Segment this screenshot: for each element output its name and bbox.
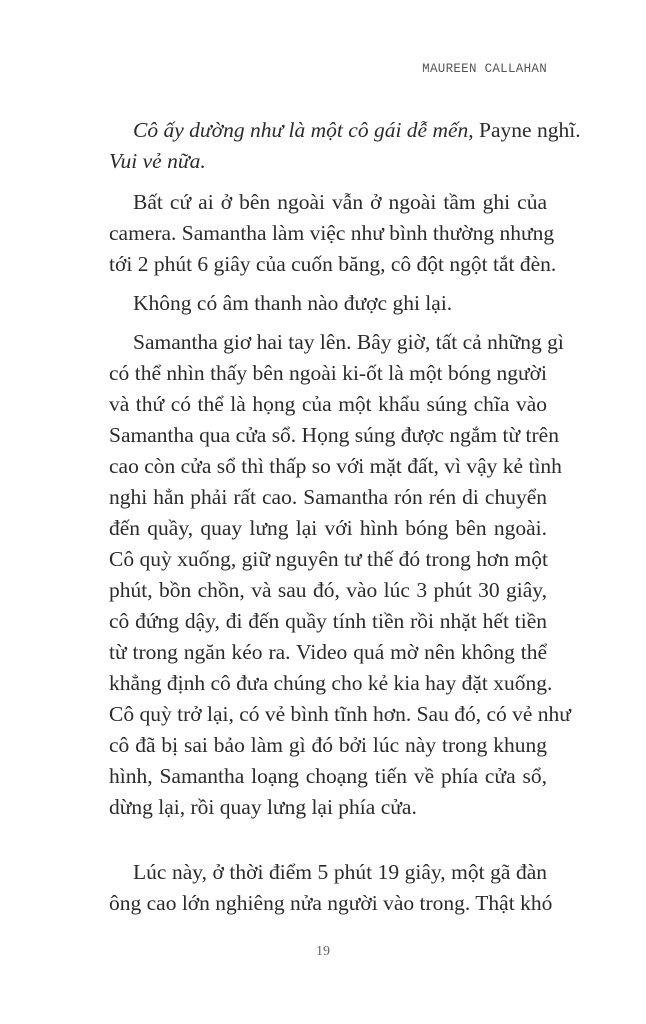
- page-number: 19: [316, 944, 330, 959]
- text-line: ông cao lớn nghiêng nửa người vào trong. Thật khó: [109, 891, 553, 915]
- text-line: Không có âm thanh nào được ghi lại.: [133, 291, 453, 315]
- text-line: có thể nhìn thấy bên ngoài ki-ốt là một bóng người: [109, 361, 547, 385]
- text-line: cao còn cửa sổ thì thấp so với mặt đất, vì vậy kẻ tình: [109, 454, 562, 478]
- paragraph-4: [109, 327, 571, 823]
- text-line: camera. Samantha làm việc như bình thường nhưng: [109, 221, 555, 245]
- text-line: nghi hẳn phải rất cao. Samantha rón rén di chuyển: [109, 485, 547, 509]
- text-line: dừng lại, rồi quay lưng lại phía cửa.: [109, 795, 417, 819]
- text-line: cô đứng dậy, đi đến quầy tính tiền rồi nhặt hết tiền: [109, 609, 547, 633]
- text-line: Cô quỳ trở lại, có vẻ bình tĩnh hơn. Sau đó, có vẻ như: [109, 702, 571, 726]
- text-line: hình, Samantha loạng choạng tiến về phía cửa sổ,: [109, 764, 547, 788]
- italic-thought: Vui vẻ nữa.: [109, 149, 206, 173]
- text-line: [109, 146, 547, 177]
- text-line: phút, bồn chồn, và sau đó, vào lúc 3 phút 30 giây,: [109, 578, 547, 602]
- text-line: Samantha giơ hai tay lên. Bây giờ, tất cả những gì: [133, 330, 564, 354]
- paragraph-2: [109, 187, 557, 280]
- text-line: và thứ có thể là họng của một khẩu súng chĩa vào: [109, 392, 547, 416]
- paragraph-1: [109, 115, 581, 177]
- text-line: tới 2 phút 6 giây của cuốn băng, cô đột ngột tắt đèn.: [109, 252, 557, 276]
- text-line: khẳng định cô đưa chúng cho kẻ kia hay đặt xuống.: [109, 671, 553, 695]
- italic-thought: Cô ấy dường như là một cô gái dễ mến: [133, 118, 469, 142]
- running-head: MAUREEN CALLAHAN: [422, 62, 547, 76]
- text-line: [109, 115, 581, 146]
- text-line: Lúc này, ở thời điểm 5 phút 19 giây, một gã đàn: [133, 860, 547, 884]
- text-line: đến quầy, quay lưng lại với hình bóng bên ngoài.: [109, 516, 547, 540]
- paragraph-5: [109, 857, 553, 919]
- text-line: cô đã bị sai bảo làm gì đó bởi lúc này trong khung: [109, 733, 547, 757]
- text-line: từ trong ngăn kéo ra. Video quá mờ nên không thể: [109, 640, 547, 664]
- text-line: Bất cứ ai ở bên ngoài vẫn ở ngoài tầm ghi của: [133, 190, 547, 214]
- text-segment: , Payne nghĩ.: [468, 118, 581, 142]
- paragraph-3: [109, 288, 547, 319]
- text-line: Samantha qua cửa sổ. Họng súng được ngắm từ trên: [109, 423, 559, 447]
- text-line: Cô quỳ xuống, giữ nguyên tư thế đó trong hơn một: [109, 547, 548, 571]
